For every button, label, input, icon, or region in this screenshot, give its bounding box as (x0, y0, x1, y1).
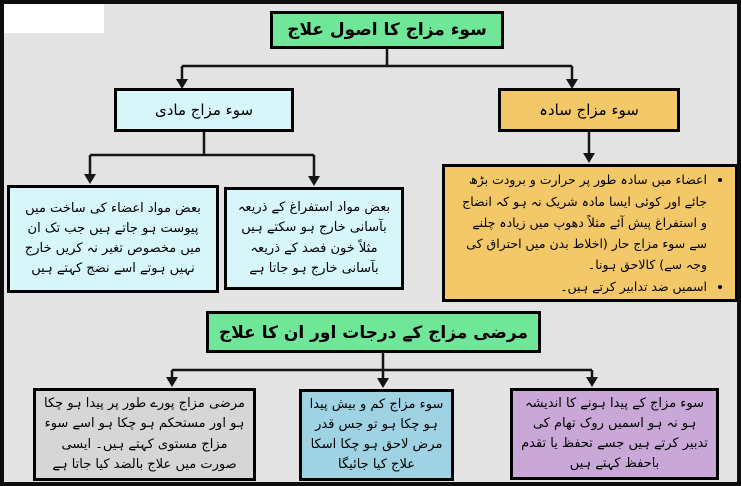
detail-text: بعض مواد اعضاء کی ساخت میں پیوست ہو جاتے ہیں جب تک ان میں مخصوص تغیر نہ کریں خارج نہیں ہوتے اسے نضج کہتے ہیں (24, 200, 202, 277)
node-su-mizaj-sada (498, 88, 680, 132)
bullet-item: • اعضاء میں سادہ طور پر حرارت و برودت بڑھ جائے اور کوئی ایسا مادہ شریک نہ ہو کہ انضاج و استفراغ پیش آئے مثلاً دھوپ میں زیادہ چلنے سے سوء مزاج حار (اخلاط بدن میں احتراق کی وجہ سے) کالاحق ہونا۔ (457, 169, 707, 275)
bullet-item: • اسمیں ضد تدابیر کرتے ہیں۔ (457, 276, 707, 297)
top-title-label: سوء مزاج کا اصول علاج (287, 20, 487, 40)
mid-title-box (206, 311, 541, 353)
mid-title-label: مرضی مزاج کے درجات اور ان کا علاج (219, 322, 528, 343)
detail-text: سوء مزاج کم و بیش پیدا ہو چکا ہو تو جس قدر مرض لاحق ہو چکا اسکا علاج کیا جائیگا (309, 396, 444, 473)
detail-box-sada-mizaj (442, 164, 738, 302)
corner-white-patch (4, 4, 104, 33)
bullet-list (451, 165, 729, 301)
detail-text: بعض مواد استفراغ کے ذریعہ بآسانی خارج ہو سکتے ہیں مثلاً خون فصد کے ذریعہ بآسانی خارج ہو جاتا ہے (237, 200, 391, 276)
detail-box-tahaffuz (510, 388, 719, 480)
detail-text: سوء مزاج کے پیدا ہونے کا اندیشہ ہو نہ ہو اسمیں روک تھام کی تدبیر کرتے ہیں جسے تحفظ یا تقدم باحفظ کہتے ہیں (521, 395, 708, 472)
node-su-mizaj-maddi (114, 88, 294, 132)
detail-text: مرضی مزاج پورے طور پر پیدا ہو چکا ہو اور مستحکم ہو چکا ہو اسے سوء مزاج مستوی کہتے ہیں۔ ایسی صورت میں علاج بالضد کیا جاتا ہے (44, 396, 245, 472)
node-label: سوء مزاج مادی (154, 101, 254, 119)
detail-box-mustawi (33, 388, 256, 481)
node-label: سوء مزاج سادہ (539, 101, 639, 119)
detail-box-istifragh (224, 187, 404, 290)
detail-box-nazj (7, 185, 219, 293)
detail-box-kam-o-besh (299, 389, 454, 481)
top-title-box (270, 11, 504, 49)
